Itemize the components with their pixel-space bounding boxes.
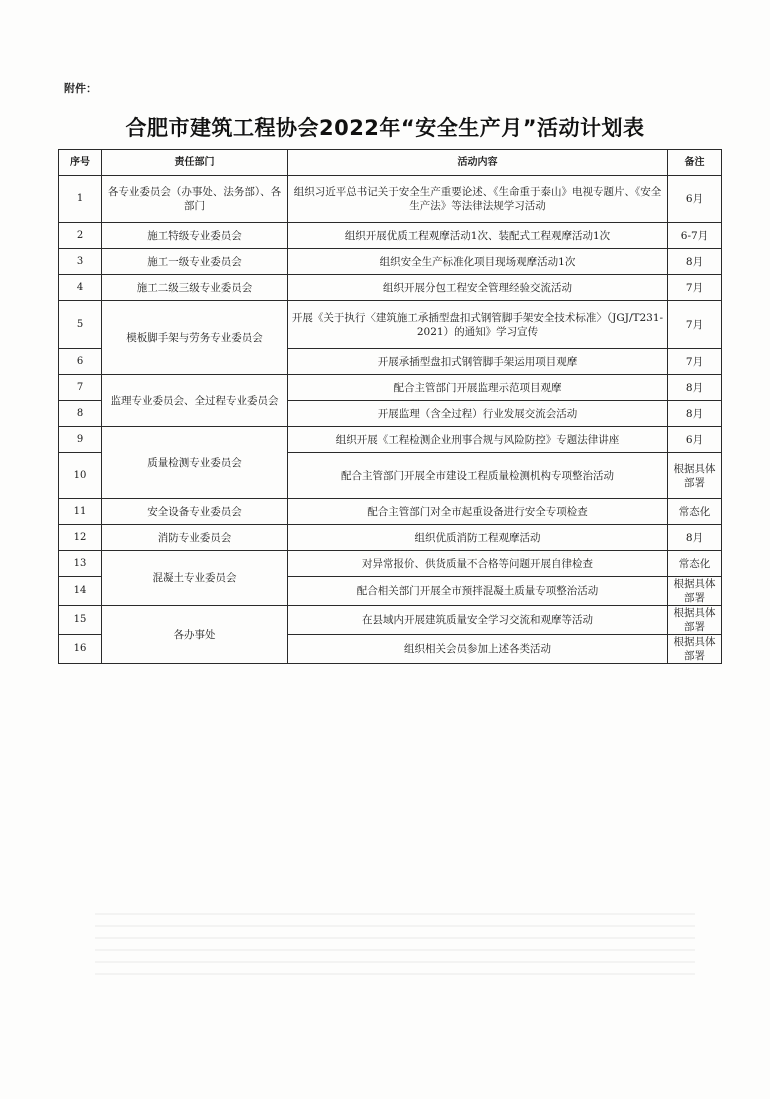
- table-row: [59, 606, 722, 635]
- row-note: 根据具体部署: [668, 635, 722, 664]
- table-row: [59, 249, 722, 275]
- row-dept: 消防专业委员会: [102, 525, 288, 551]
- row-note: 8月: [668, 525, 722, 551]
- row-activity: 组织优质消防工程观摩活动: [288, 525, 668, 551]
- row-no: 11: [59, 499, 102, 525]
- row-no: 5: [59, 301, 102, 349]
- table-row: [59, 375, 722, 401]
- row-no: 15: [59, 606, 102, 635]
- table-row: [59, 223, 722, 249]
- row-activity: 组织开展分包工程安全管理经验交流活动: [288, 275, 668, 301]
- row-no: 12: [59, 525, 102, 551]
- table-row: [59, 525, 722, 551]
- row-no: 9: [59, 427, 102, 453]
- row-note: 根据具体部署: [668, 453, 722, 499]
- document-title: 合肥市建筑工程协会2022年“安全生产月”活动计划表: [125, 116, 645, 140]
- row-note: 6月: [668, 176, 722, 223]
- row-dept: 施工一级专业委员会: [102, 249, 288, 275]
- header-note: 备注: [668, 150, 722, 176]
- row-no: 7: [59, 375, 102, 401]
- row-note: 根据具体部署: [668, 606, 722, 635]
- row-dept: 各办事处: [102, 606, 288, 664]
- row-dept: 施工二级三级专业委员会: [102, 275, 288, 301]
- row-activity: 组织安全生产标准化项目现场观摩活动1次: [288, 249, 668, 275]
- row-activity: 组织开展《工程检测企业刑事合规与风险防控》专题法律讲座: [288, 427, 668, 453]
- table-row: [59, 551, 722, 577]
- row-no: 14: [59, 577, 102, 606]
- row-no: 16: [59, 635, 102, 664]
- row-note: 8月: [668, 375, 722, 401]
- row-no: 2: [59, 223, 102, 249]
- row-no: 8: [59, 401, 102, 427]
- row-no: 6: [59, 349, 102, 375]
- row-note: 7月: [668, 349, 722, 375]
- row-note: 7月: [668, 275, 722, 301]
- row-activity: 配合相关部门开展全市预拌混凝土质量专项整治活动: [288, 577, 668, 606]
- row-note: 6月: [668, 427, 722, 453]
- row-dept: 各专业委员会（办事处、法务部）、各部门: [102, 176, 288, 223]
- row-activity: 配合主管部门对全市起重设备进行安全专项检查: [288, 499, 668, 525]
- row-note: 8月: [668, 249, 722, 275]
- row-no: 3: [59, 249, 102, 275]
- row-activity: 在县域内开展建筑质量安全学习交流和观摩等活动: [288, 606, 668, 635]
- row-activity: 组织开展优质工程观摩活动1次、装配式工程观摩活动1次: [288, 223, 668, 249]
- scan-bleed-through: [95, 905, 695, 975]
- row-note: 8月: [668, 401, 722, 427]
- row-note: 根据具体部署: [668, 577, 722, 606]
- row-no: 13: [59, 551, 102, 577]
- row-no: 4: [59, 275, 102, 301]
- row-dept: 质量检测专业委员会: [102, 427, 288, 499]
- header-activity: 活动内容: [288, 150, 668, 176]
- row-activity: 开展《关于执行〈建筑施工承插型盘扣式钢管脚手架安全技术标准〉（JGJ/T231-2021）的通知》学习宣传: [288, 301, 668, 349]
- row-activity: 配合主管部门开展监理示范项目观摩: [288, 375, 668, 401]
- row-activity: 开展承插型盘扣式钢管脚手架运用项目观摩: [288, 349, 668, 375]
- row-dept: 安全设备专业委员会: [102, 499, 288, 525]
- row-activity: 开展监理（含全过程）行业发展交流会活动: [288, 401, 668, 427]
- header-dept: 责任部门: [102, 150, 288, 176]
- activity-plan-table: [58, 149, 722, 664]
- table-row: [59, 427, 722, 453]
- row-activity: 组织相关会员参加上述各类活动: [288, 635, 668, 664]
- row-note: 7月: [668, 301, 722, 349]
- row-dept: 混凝土专业委员会: [102, 551, 288, 606]
- row-note: 常态化: [668, 499, 722, 525]
- row-dept: 模板脚手架与劳务专业委员会: [102, 301, 288, 375]
- row-no: 10: [59, 453, 102, 499]
- row-no: 1: [59, 176, 102, 223]
- table-header-row: [59, 150, 722, 176]
- header-no: 序号: [59, 150, 102, 176]
- attachment-label: 附件：: [64, 82, 97, 95]
- row-activity: 对异常报价、供货质量不合格等问题开展自律检查: [288, 551, 668, 577]
- row-note: 6-7月: [668, 223, 722, 249]
- table-row: [59, 301, 722, 349]
- table-row: [59, 176, 722, 223]
- row-activity: 组织习近平总书记关于安全生产重要论述、《生命重于泰山》电视专题片、《安全生产法》等法律法规学习活动: [288, 176, 668, 223]
- table-row: [59, 275, 722, 301]
- row-note: 常态化: [668, 551, 722, 577]
- row-activity: 配合主管部门开展全市建设工程质量检测机构专项整治活动: [288, 453, 668, 499]
- row-dept: 施工特级专业委员会: [102, 223, 288, 249]
- table-row: [59, 499, 722, 525]
- row-dept: 监理专业委员会、全过程专业委员会: [102, 375, 288, 427]
